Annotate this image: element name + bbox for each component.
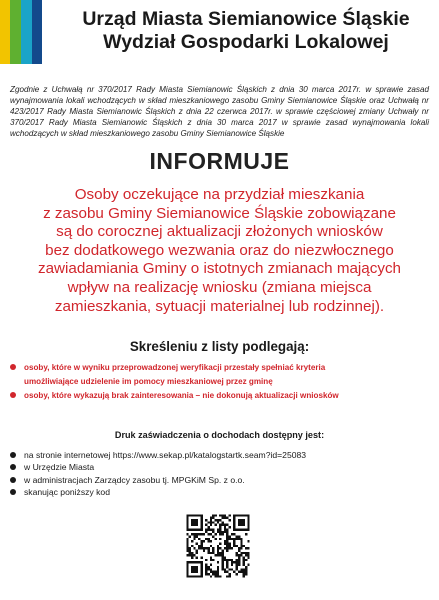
office-title: Urząd Miasta Siemianowice Śląskie <box>82 8 410 30</box>
list-item: w Urzędzie Miasta <box>10 461 430 473</box>
list-item: w administracjach Zarządcy zasobu tj. MPGKiM Sp. z o.o. <box>10 474 430 486</box>
availability-list <box>10 449 430 499</box>
website-link[interactable]: na stronie internetowej https://www.sekap.pl/katalogstartk.seam?id=25083 <box>24 450 307 460</box>
qr-code-icon[interactable] <box>184 512 252 580</box>
notice-line: są do corocznej aktualizacji złożonych wniosków <box>56 223 383 241</box>
main-notice <box>14 186 425 316</box>
logo-stripe-navy <box>32 0 42 64</box>
removal-subhead: Skreśleniu z listy podlegają: <box>129 339 310 354</box>
list-item: osoby, które wykazują brak zainteresowania – nie dokonują aktualizacji wniosków <box>10 390 430 402</box>
page-headline: INFORMUJE <box>149 148 290 174</box>
notice-line: zamieszkania, sytuacji materialnej lub rodzinnej). <box>54 297 385 315</box>
logo-stripe-yellow <box>0 0 10 64</box>
list-item: osoby, które w wyniku przeprowadzonej weryfikacji przestały spełniać kryteria <box>10 362 430 374</box>
notice-line: z zasobu Gminy Siemianowice Śląskie zobowiązane <box>43 204 396 222</box>
list-item[interactable] <box>10 449 430 461</box>
notice-line: wpływ na realizację wniosku (zmiana miejsca <box>67 278 372 296</box>
bullet-icon <box>10 464 16 470</box>
removal-reasons-list <box>10 362 430 404</box>
bullet-icon <box>10 392 16 398</box>
legal-basis-text: Zgodnie z Uchwałą nr 370/2017 Rady Miasta Siemianowic Śląskich z dnia 30 marca 2017r. w sprawie zasad wynajmowania lokali wchodzących w skład mieszkaniowego zasobu Gminy Siemianowice Śląskie oraz Uchwałą nr 423/2017 Rady Miasta Siemianowic Śląskich z dnia 22 czerwca 2017r. w sprawie częściowej zmiany Uchwały nr 370/2017 Rady Miasta Siemianowic Śląskich z dnia 30 marca 2017 w sprawie zasad wynajmowania lokali wchodzących w skład mieszkaniowego zasobu Gminy Siemianowice Śląskie <box>10 85 429 138</box>
list-item: umożliwiające udzielenie im pomocy mieszkaniowej przez gminę <box>24 377 273 386</box>
bullet-icon <box>10 489 16 495</box>
notice-line: Osoby oczekujące na przydział mieszkania <box>74 186 365 203</box>
income-form-heading: Druk zaświadczenia o dochodach dostępny jest: <box>114 430 325 440</box>
list-item: skanując poniższy kod <box>10 486 430 498</box>
bullet-icon <box>10 364 16 370</box>
bullet-icon <box>10 452 16 458</box>
notice-line: bez dodatkowego wezwania oraz do niezwłocznego <box>45 241 394 259</box>
bullet-icon <box>10 477 16 483</box>
department-title: Wydział Gospodarki Lokalowej <box>103 31 389 53</box>
logo-stripe-green <box>10 0 21 64</box>
logo-stripe-blue <box>21 0 32 64</box>
notice-line: zawiadamiania Gminy o istotnych zmianach mających <box>38 260 401 278</box>
header <box>58 8 434 54</box>
